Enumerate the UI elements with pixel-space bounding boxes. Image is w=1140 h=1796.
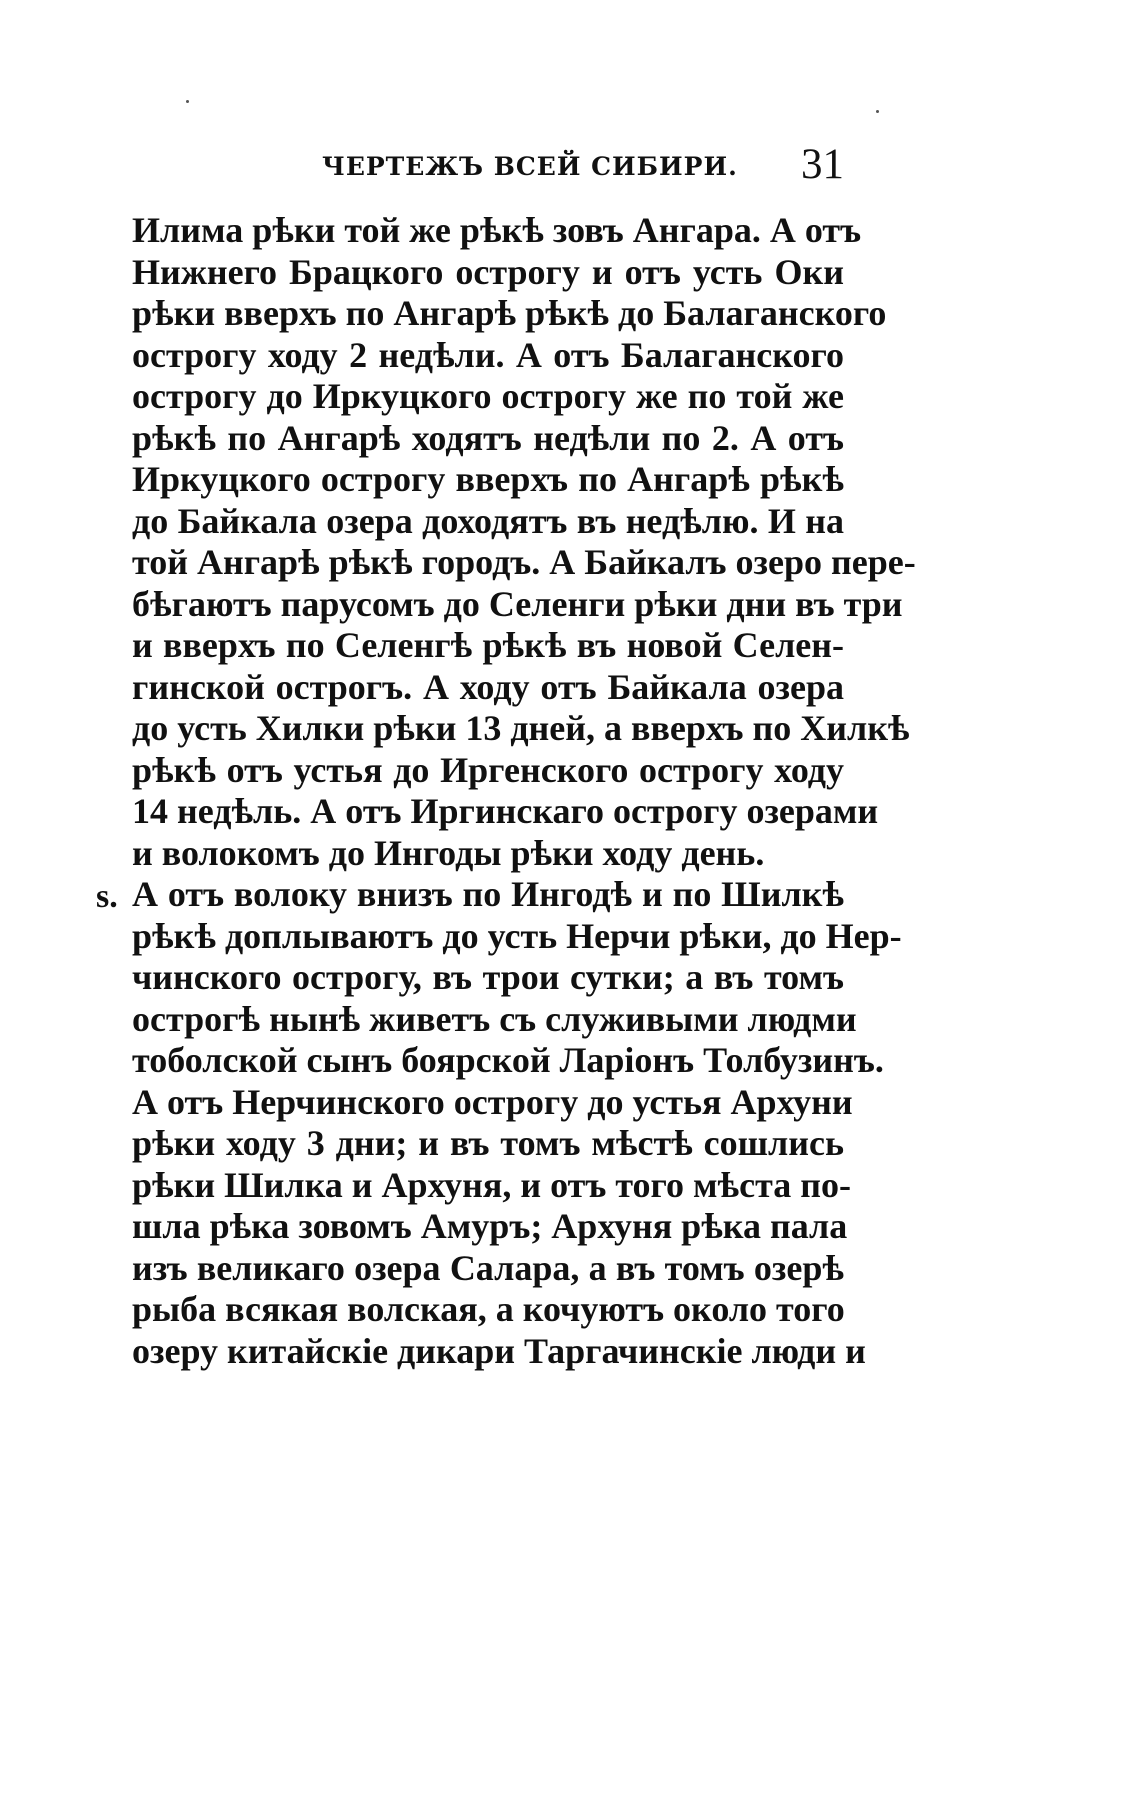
text-line: рыба всякая волская, а кочуютъ около того — [132, 1289, 845, 1329]
text-line: рѣки вверхъ по Ангарѣ рѣкѣ до Балаганского — [132, 293, 887, 333]
text-line: рѣкѣ отъ устья до Иргенского острогу ходу — [132, 749, 844, 790]
text-line: гинской острогъ. А ходу отъ Байкала озера — [132, 666, 844, 707]
body-text — [132, 210, 916, 1372]
print-speck — [186, 100, 189, 103]
text-line: А отъ Нерчинского острогу до устья Архуни — [132, 1081, 853, 1122]
running-title: ЧЕРТЕЖЪ ВСЕЙ СИБИРИ. — [322, 152, 738, 181]
page-number: 31 — [801, 141, 844, 188]
text-line: рѣкѣ по Ангарѣ ходятъ недѣли по 2. А отъ — [132, 417, 844, 458]
text-line: той Ангарѣ рѣкѣ городъ. А Байкалъ озеро пере- — [132, 542, 916, 582]
text-line: изъ великаго озера Салара, а въ томъ озерѣ — [132, 1247, 844, 1288]
text-line: шла рѣка зовомъ Амуръ; Архуня рѣка пала — [132, 1206, 848, 1246]
text-line: чинского острогу, въ трои сутки; а въ томъ — [132, 957, 844, 997]
section-marker: ѕ. — [96, 878, 118, 915]
text-line: до Байкала озера доходятъ въ недѣлю. И на — [132, 500, 844, 541]
text-line: Иркуцкого острогу вверхъ по Ангарѣ рѣкѣ — [132, 459, 844, 499]
text-line: бѣгаютъ парусомъ до Селенги рѣки дни въ три — [132, 583, 903, 624]
text-line: и волокомъ до Ингоды рѣки ходу день. — [132, 832, 765, 873]
print-speck — [876, 110, 879, 113]
running-head — [132, 140, 844, 200]
text-line: тоболской сынъ боярской Ларіонъ Толбузинъ. — [132, 1040, 884, 1080]
text-line: Нижнего Брацкого острогу и отъ усть Оки — [132, 251, 844, 292]
text-line: рѣки ходу 3 дни; и въ томъ мѣстѣ сошлись — [132, 1123, 844, 1163]
text-line: острогу до Иркуцкого острогу же по той же — [132, 376, 844, 416]
text-line: острогу ходу 2 недѣли. А отъ Балаганского — [132, 334, 844, 375]
text-line: до усть Хилки рѣки 13 дней, а вверхъ по Хилкѣ — [132, 708, 910, 748]
text-line: озеру китайскіе дикари Таргачинскіе люди и — [132, 1330, 866, 1371]
text-line: 14 недѣль. А отъ Иргинскаго острогу озерами — [132, 791, 879, 831]
text-line: Илима рѣки той же рѣкѣ зовъ Ангара. А отъ — [132, 210, 862, 250]
text-line: рѣки Шилка и Архуня, и отъ того мѣста по- — [132, 1164, 851, 1205]
text-line: рѣкѣ доплываютъ до усть Нерчи рѣки, до Нер- — [132, 915, 902, 956]
text-line: острогѣ нынѣ живетъ съ служивыми людми — [132, 998, 857, 1039]
text-line: и вверхъ по Селенгѣ рѣкѣ въ новой Селен- — [132, 625, 844, 665]
text-line: А отъ волоку внизъ по Ингодѣ и по Шилкѣ — [132, 874, 844, 914]
